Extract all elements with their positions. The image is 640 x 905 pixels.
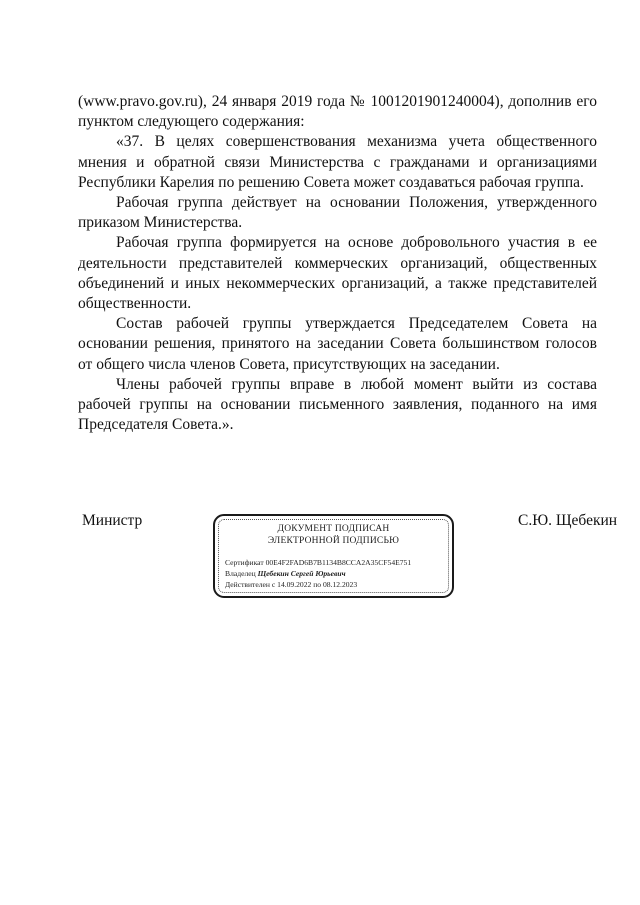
- paragraph-working-group-basis: Рабочая группа действует на основании Положения, утвержденного приказом Министерства.: [78, 194, 597, 232]
- stamp-header-line-2: ЭЛЕКТРОННОЙ ПОДПИСЬЮ: [267, 535, 400, 546]
- stamp-validity-line: [225, 579, 411, 590]
- stamp-owner-value: Щебекин Сергей Юрьевич: [257, 569, 346, 578]
- paragraph-item-37: «37. В целях совершенствования механизма учета общественного мнения и обратной связи Министерства с гражданами и организациями Республики Карелия по решению Совета может создаваться рабочая группа.: [78, 133, 597, 191]
- stamp-certificate-value: 00E4F2FAD6B7B1134B8CCA2A35CF54E751: [265, 558, 412, 567]
- signatory-name: С.Ю. Щебекин: [518, 512, 618, 529]
- stamp-owner-line: [225, 568, 411, 579]
- paragraph-working-group-exit: Члены рабочей группы вправе в любой момент выйти из состава рабочей группы на основании письменного заявления, поданного на имя Председателя Совета.».: [78, 375, 597, 434]
- stamp-header-line-1: ДОКУМЕНТ ПОДПИСАН: [277, 524, 390, 534]
- electronic-signature-stamp: [213, 514, 454, 598]
- stamp-details: [225, 557, 411, 590]
- document-body: [78, 92, 597, 435]
- stamp-owner-label: Владелец: [225, 569, 256, 578]
- paragraph-working-group-composition: Состав рабочей группы утверждается Председателем Совета на основании решения, принятого на заседании Совета большинством голосов от общего числа членов Совета, присутствующих на заседании.: [78, 315, 597, 373]
- paragraph-continuation: (www.pravo.gov.ru), 24 января 2019 года № 1001201901240004), дополнив его пунктом следующего содержания:: [78, 93, 597, 131]
- stamp-validity-value: с 14.09.2022 по 08.12.2023: [271, 580, 358, 589]
- signatory-title: Министр: [82, 512, 143, 529]
- stamp-certificate-label: Сертификат: [225, 558, 264, 567]
- paragraph-working-group-formation: Рабочая группа формируется на основе добровольного участия в ее деятельности представителей коммерческих организаций, общественных объединений и иных некоммерческих организаций, а также представителей общественности.: [78, 234, 597, 313]
- stamp-certificate-line: [225, 557, 411, 568]
- stamp-validity-label: Действителен: [225, 580, 270, 589]
- stamp-header: [215, 524, 452, 547]
